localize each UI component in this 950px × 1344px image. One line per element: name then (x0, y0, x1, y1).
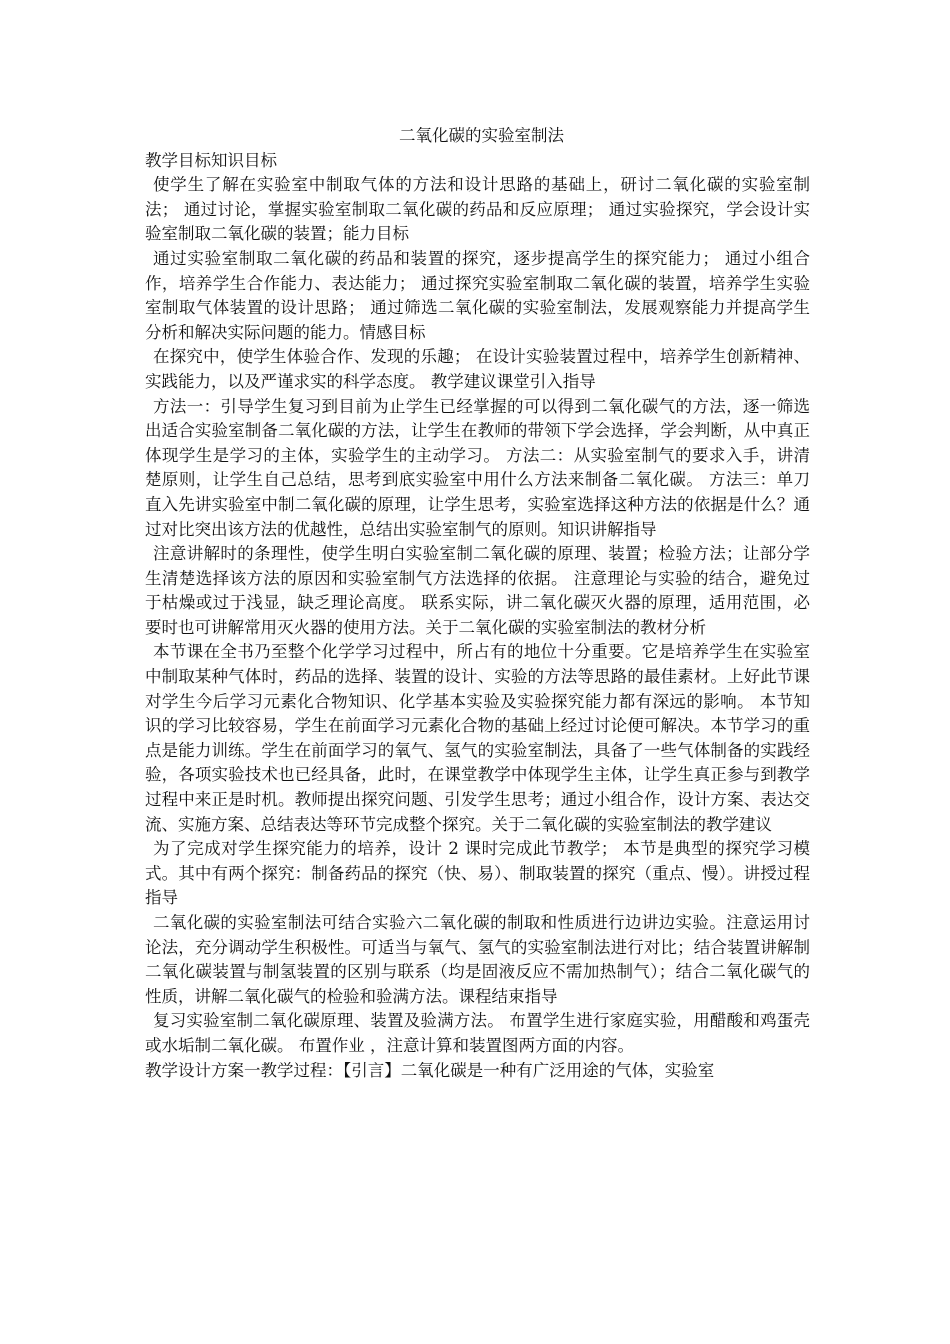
section-heading-teaching-goals: 教学目标知识目标 (145, 150, 277, 170)
paragraph-intro-methods: 方法一：引导学生复习到目前为止学生已经掌握的可以得到二氧化碳气的方法，逐一筛选出适合实验室制备二氧化碳的方法，让学生在教师的带领下学会选择，学会判断，从中真正体现学生是学习的主体，实验学生的主动学习。 方法二：从实验室制气的要求入手，讲清楚原则，让学生自己总结，思考到底实验室中用什么方法来制备二氧化碳。 方法三：单刀直入先讲实验室中制二氧化碳的原理，让学生思考，实验室选择这种方法的依据是什么？通过对比突出该方法的优越性，总结出实验室制气的原则。知识讲解指导 (145, 396, 810, 539)
document-body (145, 124, 810, 1083)
paragraph-lecture-guidance: 注意讲解时的条理性，使学生明白实验室制二氧化碳的原理、装置；检验方法；让部分学生清楚选择该方法的原因和实验室制气方法选择的依据。 注意理论与实验的结合，避免过于枯燥或过于浅显，缺乏理论高度。 联系实际，讲二氧化碳灭火器的原理，适用范围，必要时也可讲解常用灭火器的使用方法。关于二氧化碳的实验室制法的教材分析 (145, 544, 810, 637)
paragraph-teaching-suggestions: 为了完成对学生探究能力的培养，设计 2 课时完成此节教学； 本节是典型的探究学习模式。其中有两个探究：制备药品的探究（快、易）、制取装置的探究（重点、慢）。讲授过程指导 (145, 839, 810, 908)
paragraph-design-plan: 教学设计方案一教学过程：【引言】二氧化碳是一种有广泛用途的气体，实验室 (145, 1060, 715, 1080)
paragraph-ability-goals: 通过实验室制取二氧化碳的药品和装置的探究，逐步提高学生的探究能力； 通过小组合作，培养学生合作能力、表达能力； 通过探究实验室制取二氧化碳的装置，培养学生实验室制取气体装置的设计思路； 通过筛选二氧化碳的实验室制法，发展观察能力并提高学生分析和解决实际问题的能力。情感目标 (145, 248, 810, 342)
paragraph-process-guidance: 二氧化碳的实验室制法可结合实验六二氧化碳的制取和性质进行边讲边实验。注意运用讨论法，充分调动学生积极性。可适当与氧气、氢气的实验室制法进行对比；结合装置讲解制二氧化碳装置与制氢装置的区别与联系（均是固液反应不需加热制气）；结合二氧化碳气的性质，讲解二氧化碳气的检验和验满方法。课程结束指导 (145, 913, 810, 1006)
paragraph-knowledge-goals: 使学生了解在实验室中制取气体的方法和设计思路的基础上，研讨二氧化碳的实验室制法； 通过讨论，掌握实验室制取二氧化碳的药品和反应原理； 通过实验探究，学会设计实验室制取二氧化碳的装置；能力目标 (145, 175, 810, 244)
document-title: 二氧化碳的实验室制法 (399, 126, 564, 145)
paragraph-emotion-goals: 在探究中，使学生体验合作、发现的乐趣； 在设计实验装置过程中，培养学生创新精神、实践能力，以及严谨求实的科学态度。 教学建议课堂引入指导 (145, 347, 810, 391)
paragraph-closing-guidance: 复习实验室制二氧化碳原理、装置及验满方法。 布置学生进行家庭实验，用醋酸和鸡蛋壳或水垢制二氧化碳。 布置作业 ，注意计算和装置图两方面的内容。 (145, 1011, 810, 1055)
paragraph-textbook-analysis: 本节课在全书乃至整个化学学习过程中，所占有的地位十分重要。它是培养学生在实验室中制取某种气体时，药品的选择、装置的设计、实验的方法等思路的最佳素材。上好此节课对学生今后学习元素化合物知识、化学基本实验及实验探究能力都有深远的影响。 本节知识的学习比较容易，学生在前面学习元素化合物的基础上经过讨论便可解决。本节学习的重点是能力训练。学生在前面学习的氧气、氢气的实验室制法，具备了一些气体制备的实践经验，各项实验技术也已经具备，此时，在课堂教学中体现学生主体，让学生真正参与到教学过程中来正是时机。教师提出探究问题、引发学生思考；通过小组合作，设计方案、表达交流、实施方案、总结表达等环节完成整个探究。关于二氧化碳的实验室制法的教学建议 (145, 642, 810, 834)
